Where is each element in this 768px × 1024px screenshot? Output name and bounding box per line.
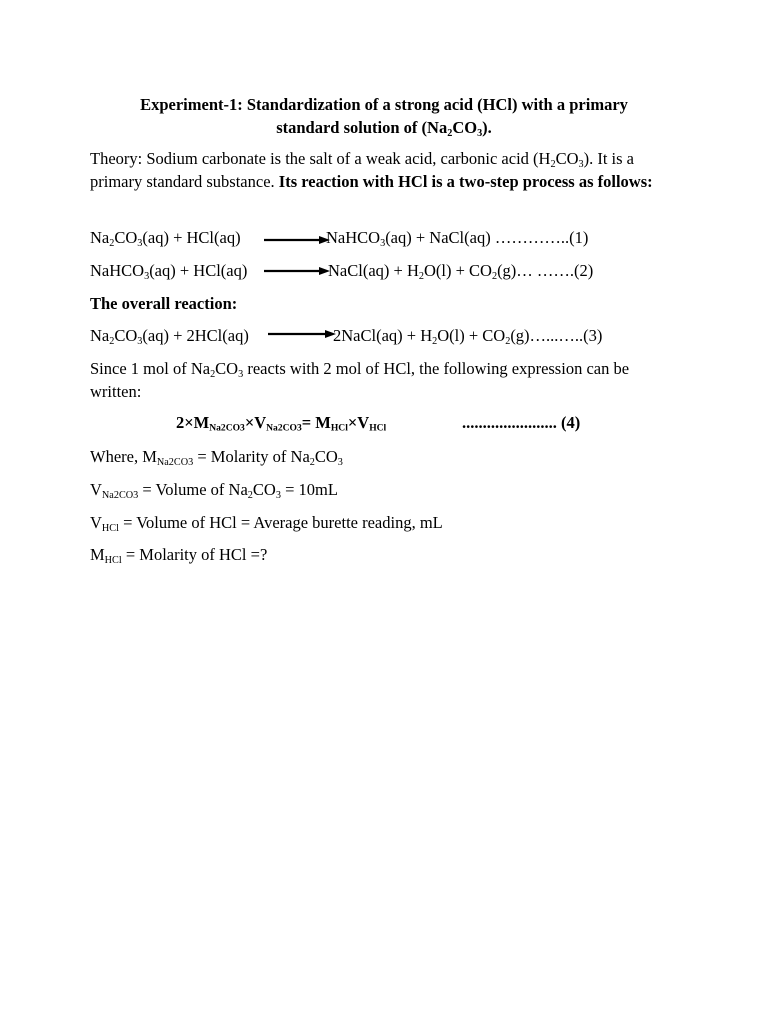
- definition-volume-na2co3: [90, 478, 338, 501]
- subscript: 2: [550, 158, 556, 170]
- reaction-arrow: [268, 328, 336, 340]
- subscript: 2: [447, 127, 453, 139]
- subscript: Na2CO3: [266, 422, 302, 434]
- body-text: V: [90, 513, 102, 532]
- subscript: 2: [505, 335, 511, 347]
- theory-text: Theory: Sodium carbonate is the salt of a weak acid, carbonic acid (H: [90, 149, 551, 168]
- equation-1: [90, 226, 589, 249]
- subscript: 3: [137, 237, 143, 249]
- body-text: V: [90, 480, 102, 499]
- body-text: = Volume of Na: [138, 480, 248, 499]
- eq-text: (aq) + 2HCl(aq): [142, 326, 249, 345]
- equation-1-products: [326, 226, 588, 249]
- subscript: 3: [380, 237, 386, 249]
- subscript: HCl: [104, 554, 122, 566]
- subscript: 2: [109, 237, 115, 249]
- reaction-arrow: [264, 234, 330, 246]
- reaction-arrow: [264, 265, 330, 277]
- body-text: = Molarity of Na: [193, 447, 310, 466]
- subscript: HCl: [369, 422, 387, 434]
- subscript: 2: [418, 270, 424, 282]
- title-line-2: [90, 116, 678, 139]
- equation-2-reactants: [90, 261, 247, 280]
- eq-text: CO: [114, 228, 138, 247]
- eq-text: NaCl(aq) + H: [328, 261, 419, 280]
- eq-text: NaHCO: [326, 228, 381, 247]
- title-text: CO: [452, 118, 478, 137]
- body-text: = Volume of HCl = Average burette reading, mL: [118, 513, 443, 532]
- eq-text: CO: [114, 326, 138, 345]
- formula-text: 2×M: [176, 413, 210, 432]
- subscript: 3: [137, 335, 143, 347]
- theory-paragraph: [90, 147, 680, 193]
- subscript: HCl: [330, 422, 348, 434]
- subscript: HCl: [101, 522, 119, 534]
- subscript: 2: [210, 368, 216, 380]
- subscript: 3: [238, 368, 244, 380]
- body-text: CO: [252, 480, 276, 499]
- definition-molarity-hcl: [90, 543, 267, 566]
- title-line-1: Experiment-1: Standardization of a strong acid (HCl) with a primary: [140, 95, 628, 114]
- body-text: Where, M: [90, 447, 157, 466]
- body-text: = Molarity of HCl =?: [121, 545, 268, 564]
- equation-1-reactants: [90, 228, 241, 247]
- theory-bold-text: Its reaction with HCl is a two-step process as follows:: [278, 172, 653, 191]
- subscript: 2: [309, 456, 315, 468]
- body-text: = 10mL: [280, 480, 338, 499]
- subscript: 2: [432, 335, 438, 347]
- title-text: standard solution of (Na: [276, 118, 448, 137]
- subscript: Na2CO3: [101, 489, 139, 501]
- eq-text: O(l) + CO: [423, 261, 492, 280]
- eq-text: NaHCO: [90, 261, 145, 280]
- formula-text: = M: [301, 413, 331, 432]
- formula-number: ....................... (4): [462, 413, 581, 432]
- eq-text: O(l) + CO: [437, 326, 506, 345]
- eq-text: (g)… …….(2): [497, 261, 594, 280]
- page-title: [90, 93, 678, 139]
- body-text: CO: [314, 447, 338, 466]
- subscript: 2: [247, 489, 253, 501]
- body-text: reacts with 2 mol of HCl, the following expression can be written:: [90, 359, 630, 401]
- eq-text: (aq) + HCl(aq): [142, 228, 241, 247]
- molarity-formula: [176, 411, 386, 434]
- mole-ratio-paragraph: [90, 357, 680, 403]
- overall-reaction-heading: The overall reaction:: [90, 294, 238, 313]
- subscript: 3: [578, 158, 584, 170]
- formula-text: ×V: [244, 413, 267, 432]
- subscript: 3: [337, 456, 343, 468]
- body-text: CO: [215, 359, 239, 378]
- eq-text: Na: [90, 326, 110, 345]
- subscript: Na2CO3: [156, 456, 194, 468]
- formula-text: ×V: [347, 413, 370, 432]
- title-text: ).: [482, 118, 492, 137]
- theory-text: CO: [555, 149, 579, 168]
- subscript: 3: [477, 127, 483, 139]
- subscript: 2: [109, 335, 115, 347]
- definition-volume-hcl: [90, 511, 443, 534]
- subscript: 3: [275, 489, 281, 501]
- subscript: Na2CO3: [209, 422, 245, 434]
- body-text: M: [90, 545, 105, 564]
- eq-text: (g)…...…..(3): [510, 326, 603, 345]
- subscript: 3: [144, 270, 150, 282]
- equation-3-products: [333, 324, 602, 347]
- theory-text: ). It is a primary standard substance.: [90, 149, 634, 191]
- body-text: Since 1 mol of Na: [90, 359, 211, 378]
- definition-molarity-na2co3: [90, 445, 343, 468]
- eq-text: 2NaCl(aq) + H: [333, 326, 433, 345]
- eq-text: Na: [90, 228, 110, 247]
- equation-3-reactants: [90, 326, 249, 345]
- subscript: 2: [491, 270, 498, 282]
- eq-text: (aq) + NaCl(aq) …………..(1): [385, 228, 589, 247]
- equation-2-products: [328, 259, 593, 282]
- eq-text: (aq) + HCl(aq): [149, 261, 248, 280]
